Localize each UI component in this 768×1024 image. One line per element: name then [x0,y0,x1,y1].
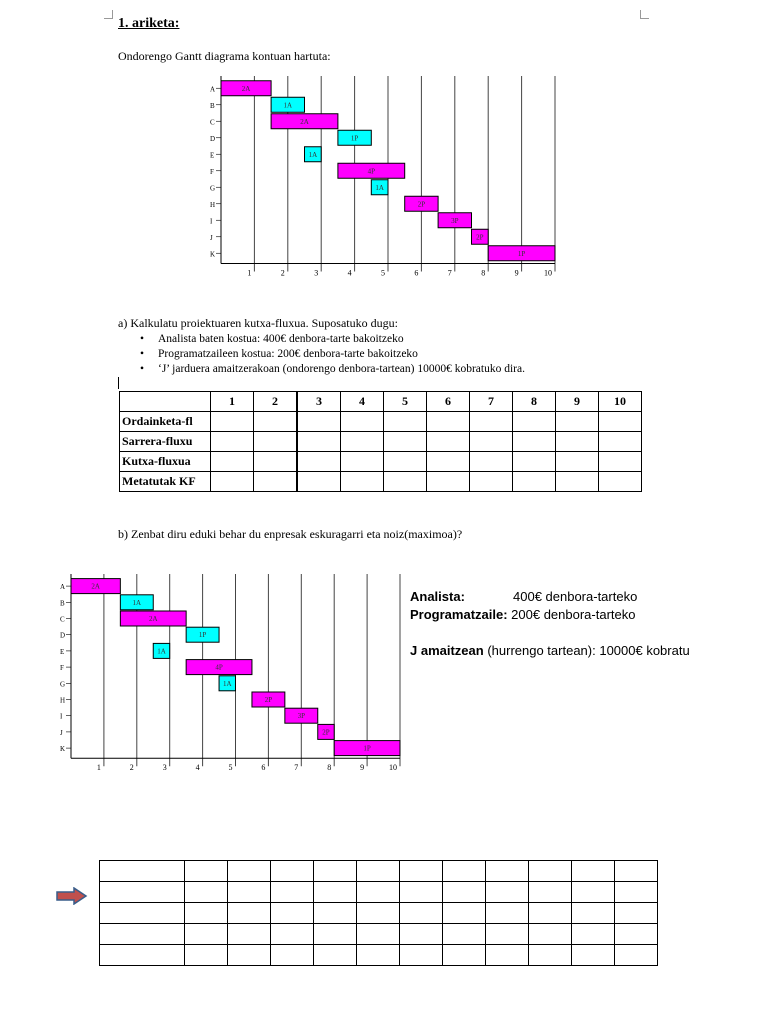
table-cell[interactable] [513,432,556,452]
cost-info [410,588,690,660]
task-bar-label: 1P [363,744,371,753]
task-bar-label: 1P [350,134,359,143]
table-cell[interactable] [357,861,400,882]
table-cell[interactable] [100,945,185,966]
table-cell[interactable] [556,472,599,492]
task-bar-label: 2P [322,728,330,737]
table-cell[interactable] [615,945,658,966]
tick-label: 2 [129,763,134,770]
table-cell[interactable] [211,452,254,472]
table-cell[interactable] [486,945,529,966]
column-header: 9 [556,392,599,412]
table-cell[interactable] [254,452,298,472]
tick-label: 3 [314,268,319,278]
info-j-income [410,642,690,660]
table-cell[interactable] [443,903,486,924]
task-bar-label: 1A [157,647,166,656]
column-header: 2 [254,392,298,412]
tick-label: 5 [228,763,233,770]
tick-label: 7 [447,268,452,278]
task-bar-label: 1P [517,249,526,258]
table-cell[interactable] [185,945,228,966]
task-label: A [60,583,66,592]
tick-label: 9 [360,763,365,770]
table-cell[interactable] [100,882,185,903]
table-cell[interactable] [556,412,599,432]
table-cell[interactable] [599,432,642,452]
task-label: K [60,745,66,754]
table-cell[interactable] [100,861,185,882]
table-cell[interactable] [572,861,615,882]
tick-label: 6 [414,268,419,278]
page-margin-mark [104,10,113,19]
exercise-title: 1. ariketa: [118,16,180,31]
column-header: 1 [211,392,254,412]
tick-label: 10 [389,763,397,770]
task-bar-label: 2P [417,200,426,209]
page-margin-mark [640,10,649,19]
info-j-label: J amaitzean [410,643,484,658]
table-cell[interactable] [513,472,556,492]
table-cell[interactable] [384,452,427,472]
empty-answer-table [99,860,658,966]
tick-label: 4 [195,763,200,770]
task-label: E [60,647,65,656]
task-bar-label: 2P [264,696,273,704]
row-label-income: Sarrera-fluxu [120,432,211,452]
column-header: 7 [470,392,513,412]
tick-label: 5 [381,268,385,278]
table-cell[interactable] [254,472,298,492]
table-cell[interactable] [314,903,357,924]
tick-label: 6 [261,763,266,770]
task-label: D [60,631,66,640]
task-label: F [60,664,64,673]
info-programmer-label: Programatzaile: [410,607,508,622]
table-cell[interactable] [297,472,341,492]
table-cell[interactable] [486,903,529,924]
task-label: A [210,85,216,94]
table-cell[interactable] [470,432,513,452]
tick-label: 1 [96,763,101,770]
task-label: G [210,184,216,193]
table-cell[interactable] [228,945,271,966]
table-cell[interactable] [100,924,185,945]
table-cell[interactable] [529,924,572,945]
table-cell[interactable] [599,452,642,472]
column-header: 8 [513,392,556,412]
table-cell[interactable] [529,861,572,882]
task-label: H [60,696,66,705]
table-cell[interactable] [486,924,529,945]
tick-label: 8 [327,763,332,770]
table-cell[interactable] [357,882,400,903]
text-cursor [118,377,119,389]
table-cell[interactable] [271,924,314,945]
task-bar-label: 1A [283,101,293,110]
task-bar-label: 2A [300,117,309,126]
table-cell[interactable] [384,412,427,432]
table-cell[interactable] [427,472,470,492]
part-a-question: a) Kalkulatu proiektuaren kutxa-fluxua. Suposatuko dugu: [118,316,398,330]
task-bar-label: 3P [451,216,459,225]
tick-label: 8 [481,268,486,278]
info-analyst [410,588,690,606]
table-cell[interactable] [486,882,529,903]
info-j-value: (hurrengo tartean): 10000€ kobratu [487,643,690,658]
assumption-list [140,332,525,377]
table-row [120,412,642,432]
table-row [100,861,658,882]
column-header: 6 [427,392,470,412]
table-row [120,472,642,492]
table-cell[interactable] [572,945,615,966]
row-label-cash-flow: Kutxa-fluxua [120,452,211,472]
table-cell[interactable] [314,861,357,882]
table-header-row [120,392,642,412]
table-cell[interactable] [341,472,384,492]
tick-label: 7 [294,763,299,770]
task-bar-label: 1A [308,150,318,159]
table-cell[interactable] [211,472,254,492]
table-cell[interactable] [427,452,470,472]
table-cell[interactable] [615,924,658,945]
table-cell[interactable] [211,432,254,452]
table-cell[interactable] [185,903,228,924]
table-cell[interactable] [314,945,357,966]
tick-label: 9 [514,268,519,278]
task-bar-label: 1A [132,598,142,607]
table-cell[interactable] [228,903,271,924]
table-cell[interactable] [271,882,314,903]
task-label: J [60,728,63,737]
task-label: I [210,217,213,226]
info-analyst-value: 400€ denbora-tarteko [513,589,638,604]
table-cell[interactable] [427,432,470,452]
table-cell[interactable] [470,452,513,472]
table-cell[interactable] [615,861,658,882]
task-label: B [210,101,215,110]
table-cell[interactable] [297,452,341,472]
tick-label: 2 [280,268,285,278]
table-cell[interactable] [185,882,228,903]
table-cell[interactable] [443,924,486,945]
table-cell[interactable] [572,903,615,924]
table-cell[interactable] [228,882,271,903]
task-bar-label: 4P [367,167,376,176]
tick-label: 1 [247,268,252,278]
table-cell[interactable] [427,412,470,432]
task-bar-label: 2A [91,582,100,591]
table-cell[interactable] [384,472,427,492]
table-cell[interactable] [211,412,254,432]
table-cell[interactable] [599,412,642,432]
table-row [100,945,658,966]
table-cell[interactable] [100,903,185,924]
table-cell[interactable] [400,924,443,945]
table-cell[interactable] [556,432,599,452]
column-header: 3 [297,392,341,412]
column-header: 4 [341,392,384,412]
task-bar-label: 1P [198,631,207,640]
row-label-cumulative: Metatutak KF [120,472,211,492]
table-cell[interactable] [341,432,384,452]
table-cell[interactable] [254,432,298,452]
table-cell[interactable] [529,903,572,924]
info-analyst-label: Analista: [410,589,465,604]
task-label: F [210,167,214,176]
table-cell[interactable] [228,924,271,945]
column-header: 5 [384,392,427,412]
table-cell[interactable] [357,945,400,966]
table-row [100,924,658,945]
info-programmer-value: 200€ denbora-tarteko [511,607,636,622]
part-b-question: b) Zenbat diru eduki behar du enpresak eskuragarri eta noiz(maximoa)? [118,527,463,541]
cash-flow-table [119,391,642,492]
table-cell[interactable] [443,861,486,882]
table-cell[interactable] [400,945,443,966]
task-label: H [210,200,216,209]
table-cell[interactable] [297,412,341,432]
table-cell[interactable] [470,472,513,492]
table-cell[interactable] [572,882,615,903]
task-bar-label: 4P [215,663,223,672]
table-cell[interactable] [341,452,384,472]
table-cell[interactable] [470,412,513,432]
table-cell[interactable] [599,472,642,492]
table-cell[interactable] [486,861,529,882]
table-row [120,432,642,452]
gantt-chart-top [208,74,563,278]
table-cell[interactable] [400,882,443,903]
task-label: E [210,151,215,160]
assumption-programmer: • Programatzaileen kostua: 200€ denbora-tarte bakoitzeko [140,347,525,362]
table-cell[interactable] [615,882,658,903]
info-programmer [410,606,690,624]
assumption-analyst: • Analista baten kostua: 400€ denbora-tarte bakoitzeko [140,332,525,347]
table-cell[interactable] [297,432,341,452]
table-cell[interactable] [513,412,556,432]
table-cell[interactable] [513,452,556,472]
table-cell[interactable] [443,882,486,903]
task-label: K [210,250,216,259]
table-cell[interactable] [400,903,443,924]
table-cell[interactable] [271,945,314,966]
table-cell[interactable] [341,412,384,432]
task-bar-label: 2A [148,615,158,623]
exercise-intro: Ondorengo Gantt diagrama kontuan hartuta: [118,49,331,63]
table-cell[interactable] [185,861,228,882]
table-cell[interactable] [572,924,615,945]
table-cell[interactable] [228,861,271,882]
row-label-payments: Ordainketa-fl [120,412,211,432]
table-cell[interactable] [529,882,572,903]
tick-label: 4 [347,268,352,278]
table-cell[interactable] [185,924,228,945]
column-header: 10 [599,392,642,412]
table-row [120,452,642,472]
assumption-j-payment: • ‘J’ jarduera amaitzerakoan (ondorengo denbora-tartean) 10000€ kobratuko dira. [140,362,525,377]
table-row [100,903,658,924]
table-cell[interactable] [615,903,658,924]
task-bar-label: 1A [375,183,384,192]
table-cell[interactable] [271,903,314,924]
gantt-chart-bottom [58,572,408,770]
table-cell[interactable] [254,412,298,432]
table-cell[interactable] [314,924,357,945]
table-cell[interactable] [556,452,599,472]
task-bar-label: 2A [241,84,251,93]
table-cell[interactable] [443,945,486,966]
table-row [100,882,658,903]
task-label: C [210,118,215,127]
tick-label: 3 [162,763,167,770]
task-bar-label: 3P [297,712,306,721]
table-corner-cell [120,392,211,412]
tick-label: 10 [544,268,552,278]
task-bar-label: 1A [222,679,232,688]
table-cell[interactable] [357,924,400,945]
task-bar-label: 2P [476,233,484,242]
task-label: C [60,615,65,624]
table-cell[interactable] [529,945,572,966]
table-cell[interactable] [400,861,443,882]
table-cell[interactable] [271,861,314,882]
task-label: B [60,599,65,608]
task-label: I [60,712,63,721]
task-label: D [210,134,216,143]
table-cell[interactable] [314,882,357,903]
table-cell[interactable] [384,432,427,452]
task-label: G [60,680,66,689]
task-label: J [210,233,213,242]
table-cell[interactable] [357,903,400,924]
arrow-right-icon [56,887,88,905]
